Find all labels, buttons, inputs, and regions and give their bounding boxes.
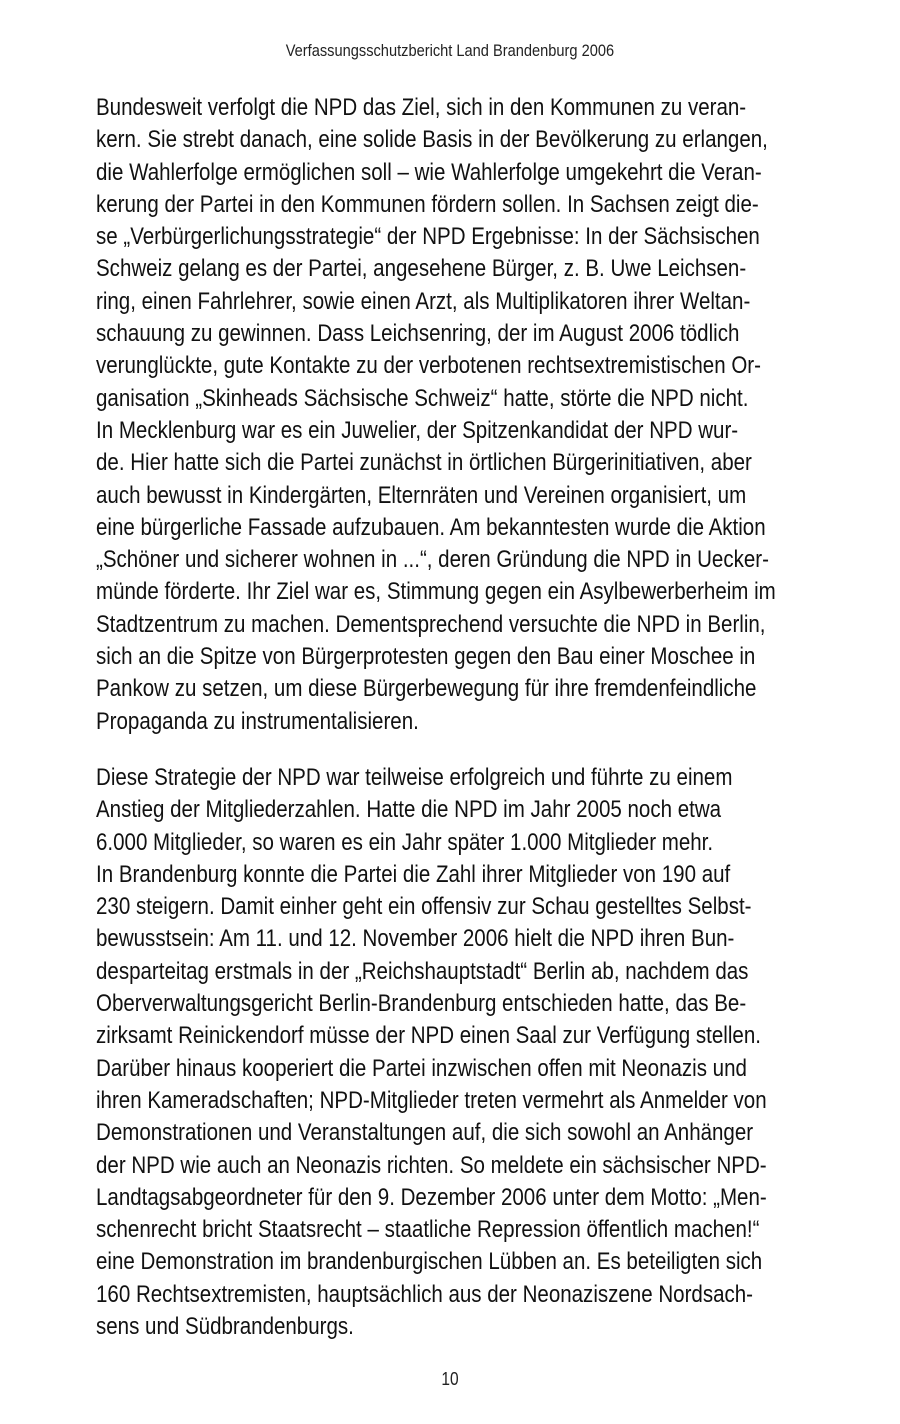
text-line (96, 923, 808, 955)
text-line (96, 124, 808, 156)
text-line (96, 318, 808, 350)
text-line (96, 673, 808, 705)
text-line (96, 641, 808, 673)
text-line-content: schauung zu gewinnen. Dass Leichsenring, der im August 2006 tödlich (96, 320, 740, 348)
running-header (0, 36, 900, 66)
text-line (96, 92, 808, 124)
text-line-content: ring, einen Fahrlehrer, sowie einen Arzt, als Multiplikatoren ihrer Weltan- (96, 287, 751, 315)
text-line (96, 1246, 808, 1278)
page-number: 10 (441, 1369, 459, 1389)
page-number-area (0, 1364, 900, 1394)
text-line-content: Stadtzentrum zu machen. Dementsprechend versuchte die NPD in Berlin, (96, 610, 766, 638)
text-line (96, 383, 808, 415)
text-line (96, 956, 808, 988)
text-line (96, 609, 808, 641)
text-line-content: zirksamt Reinickendorf müsse der NPD einen Saal zur Verfügung stellen. (96, 1022, 761, 1050)
text-line (96, 762, 808, 794)
text-line-content: Diese Strategie der NPD war teilweise erfolgreich und führte zu einem (96, 764, 733, 791)
text-line (96, 576, 808, 608)
text-line (96, 1085, 808, 1117)
text-line-content: eine bürgerliche Fassade aufzubauen. Am bekanntesten wurde die Aktion (96, 513, 766, 541)
text-line-content: de. Hier hatte sich die Partei zunächst in örtlichen Bürgerinitiativen, aber (96, 449, 752, 477)
text-line-content: 6.000 Mitglieder, so waren es ein Jahr später 1.000 Mitglieder mehr. (96, 828, 714, 856)
text-line (96, 157, 808, 189)
text-line (96, 221, 808, 253)
text-line (96, 286, 808, 318)
text-line-content: desparteitag erstmals in der „Reichshauptstadt“ Berlin ab, nachdem das (96, 957, 749, 985)
text-line-content: Landtagsabgeordneter für den 9. Dezember 2006 unter dem Motto: „Men- (96, 1183, 767, 1211)
body-paragraph-1 (96, 92, 808, 738)
text-line (96, 415, 808, 447)
text-line-content: Darüber hinaus kooperiert die Partei inzwischen offen mit Neonazis und (96, 1054, 747, 1082)
text-line-content: Bundesweit verfolgt die NPD das Ziel, sich in den Kommunen zu veran- (96, 94, 747, 121)
text-line (96, 1311, 808, 1343)
text-line (96, 706, 808, 738)
text-line-content: In Brandenburg konnte die Partei die Zahl ihrer Mitglieder von 190 auf (96, 860, 731, 888)
text-line (96, 1279, 808, 1311)
text-line-content: bewusstsein: Am 11. und 12. November 2006 hielt die NPD ihren Bun- (96, 925, 735, 953)
text-line (96, 350, 808, 382)
text-line-content: se „Verbürgerlichungsstrategie“ der NPD Ergebnisse: In der Sächsischen (96, 223, 760, 251)
text-line-content: In Mecklenburg war es ein Juwelier, der Spitzenkandidat der NPD wur- (96, 416, 739, 444)
text-line-content: Pankow zu setzen, um diese Bürgerbewegung für ihre fremdenfeindliche (96, 675, 757, 703)
text-line-content: Anstieg der Mitgliederzahlen. Hatte die NPD im Jahr 2005 noch etwa (96, 796, 722, 824)
text-line (96, 480, 808, 512)
text-line (96, 827, 808, 859)
text-line-content: 160 Rechtsextremisten, hauptsächlich aus der Neonaziszene Nordsach- (96, 1280, 754, 1308)
text-line (96, 544, 808, 576)
text-line (96, 447, 808, 479)
text-line-content: ganisation „Skinheads Sächsische Schweiz“ hatte, störte die NPD nicht. (96, 384, 749, 412)
text-line-content: der NPD wie auch an Neonazis richten. So meldete ein sächsischer NPD- (96, 1151, 767, 1179)
text-line-content: Demonstrationen und Veranstaltungen auf, die sich sowohl an Anhänger (96, 1119, 754, 1147)
text-line (96, 253, 808, 285)
text-line (96, 1150, 808, 1182)
text-line-content: 230 steigern. Damit einher geht ein offensiv zur Schau gestelltes Selbst- (96, 893, 752, 921)
text-line (96, 891, 808, 923)
text-line-content: schenrecht bricht Staatsrecht – staatliche Repression öffentlich machen!“ (96, 1216, 760, 1244)
text-line (96, 988, 808, 1020)
text-line-content: ihren Kameradschaften; NPD-Mitglieder treten vermehrt als Anmelder von (96, 1086, 767, 1114)
header-title: Verfassungsschutzbericht Land Brandenburg 2006 (285, 41, 615, 60)
text-line (96, 1117, 808, 1149)
text-line-content: eine Demonstration im brandenburgischen Lübben an. Es beteiligten sich (96, 1248, 763, 1276)
text-line (96, 189, 808, 221)
text-line-content: Schweiz gelang es der Partei, angesehene Bürger, z. B. Uwe Leichsen- (96, 255, 747, 283)
text-line (96, 512, 808, 544)
text-line-content: Propaganda zu instrumentalisieren. (96, 707, 419, 735)
text-line-content: kern. Sie strebt danach, eine solide Basis in der Bevölkerung zu erlangen, (96, 126, 768, 154)
text-line-content: sens und Südbrandenburgs. (96, 1313, 354, 1341)
text-line-content: münde förderte. Ihr Ziel war es, Stimmung gegen ein Asylbewerberheim im (96, 578, 776, 606)
text-line-content: verunglückte, gute Kontakte zu der verbotenen rechtsextremistischen Or- (96, 352, 761, 380)
text-line (96, 794, 808, 826)
text-line-content: auch bewusst in Kindergärten, Elternräten und Vereinen organisiert, um (96, 481, 747, 509)
text-line (96, 859, 808, 891)
text-line-content: sich an die Spitze von Bürgerprotesten gegen den Bau einer Moschee in (96, 643, 756, 671)
text-line-content: „Schöner und sicherer wohnen in ...“, deren Gründung die NPD in Uecker- (96, 546, 769, 574)
text-line-content: kerung der Partei in den Kommunen fördern sollen. In Sachsen zeigt die- (96, 190, 759, 218)
body-paragraph-2 (96, 762, 808, 1343)
text-line (96, 1182, 808, 1214)
text-line-content: Oberverwaltungsgericht Berlin-Brandenburg entschieden hatte, das Be- (96, 990, 747, 1018)
text-line (96, 1214, 808, 1246)
text-line (96, 1020, 808, 1052)
text-line-content: die Wahlerfolge ermöglichen soll – wie Wahlerfolge umgekehrt die Veran- (96, 158, 762, 186)
text-line (96, 1053, 808, 1085)
